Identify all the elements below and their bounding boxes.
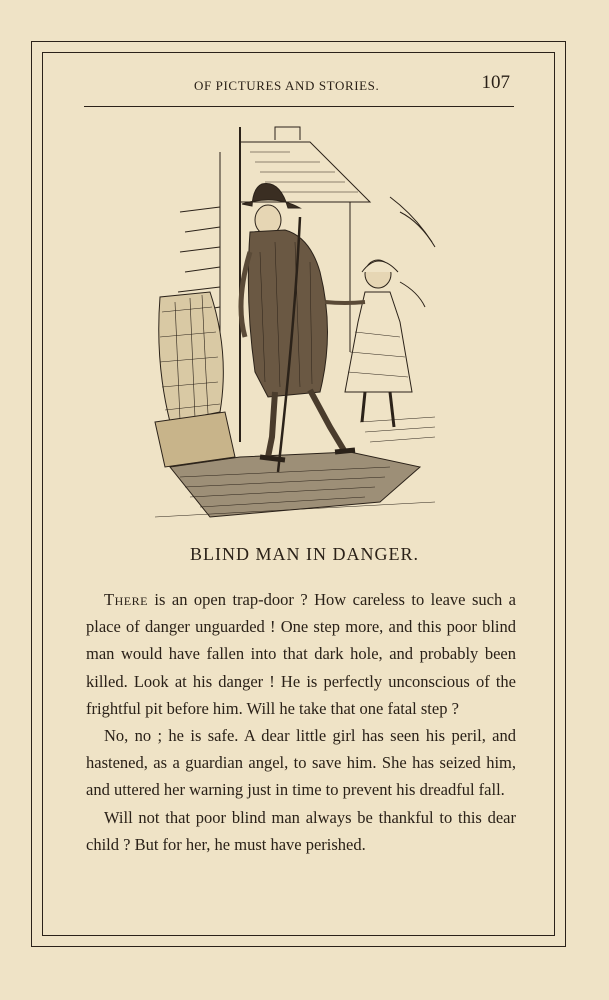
running-title: OF PICTURES AND STORIES. <box>194 78 380 93</box>
running-header <box>84 72 514 102</box>
illustration <box>150 122 440 527</box>
header-rule <box>84 106 514 107</box>
paragraph-3: Will not that poor blind man always be thankful to this dear child ? But for her, he must have perished. <box>86 807 516 854</box>
illustration-caption: BLIND MAN IN DANGER. <box>190 544 419 564</box>
engraving-illustration <box>150 122 440 527</box>
paragraph-1-first-word: There <box>104 590 148 609</box>
body-text <box>86 586 516 858</box>
page-number: 107 <box>481 72 510 93</box>
paragraph-2: No, no ; he is safe. A dear little girl has seen his peril, and hastened, as a guardian angel, to save him. She has seized him, and uttered her warning just in time to prevent his dreadful fall. <box>86 726 516 800</box>
paragraph-1 <box>86 586 516 722</box>
paragraph-1-text: is an open trap-door ? How careless to leave such a place of danger unguarded ! One step more, and this poor blind man would have fallen into that dark hole, and probably been killed. Look at his danger ! He is perfectly unconscious of the frightful pit before him. Will he take that one fatal step ? <box>86 590 516 718</box>
